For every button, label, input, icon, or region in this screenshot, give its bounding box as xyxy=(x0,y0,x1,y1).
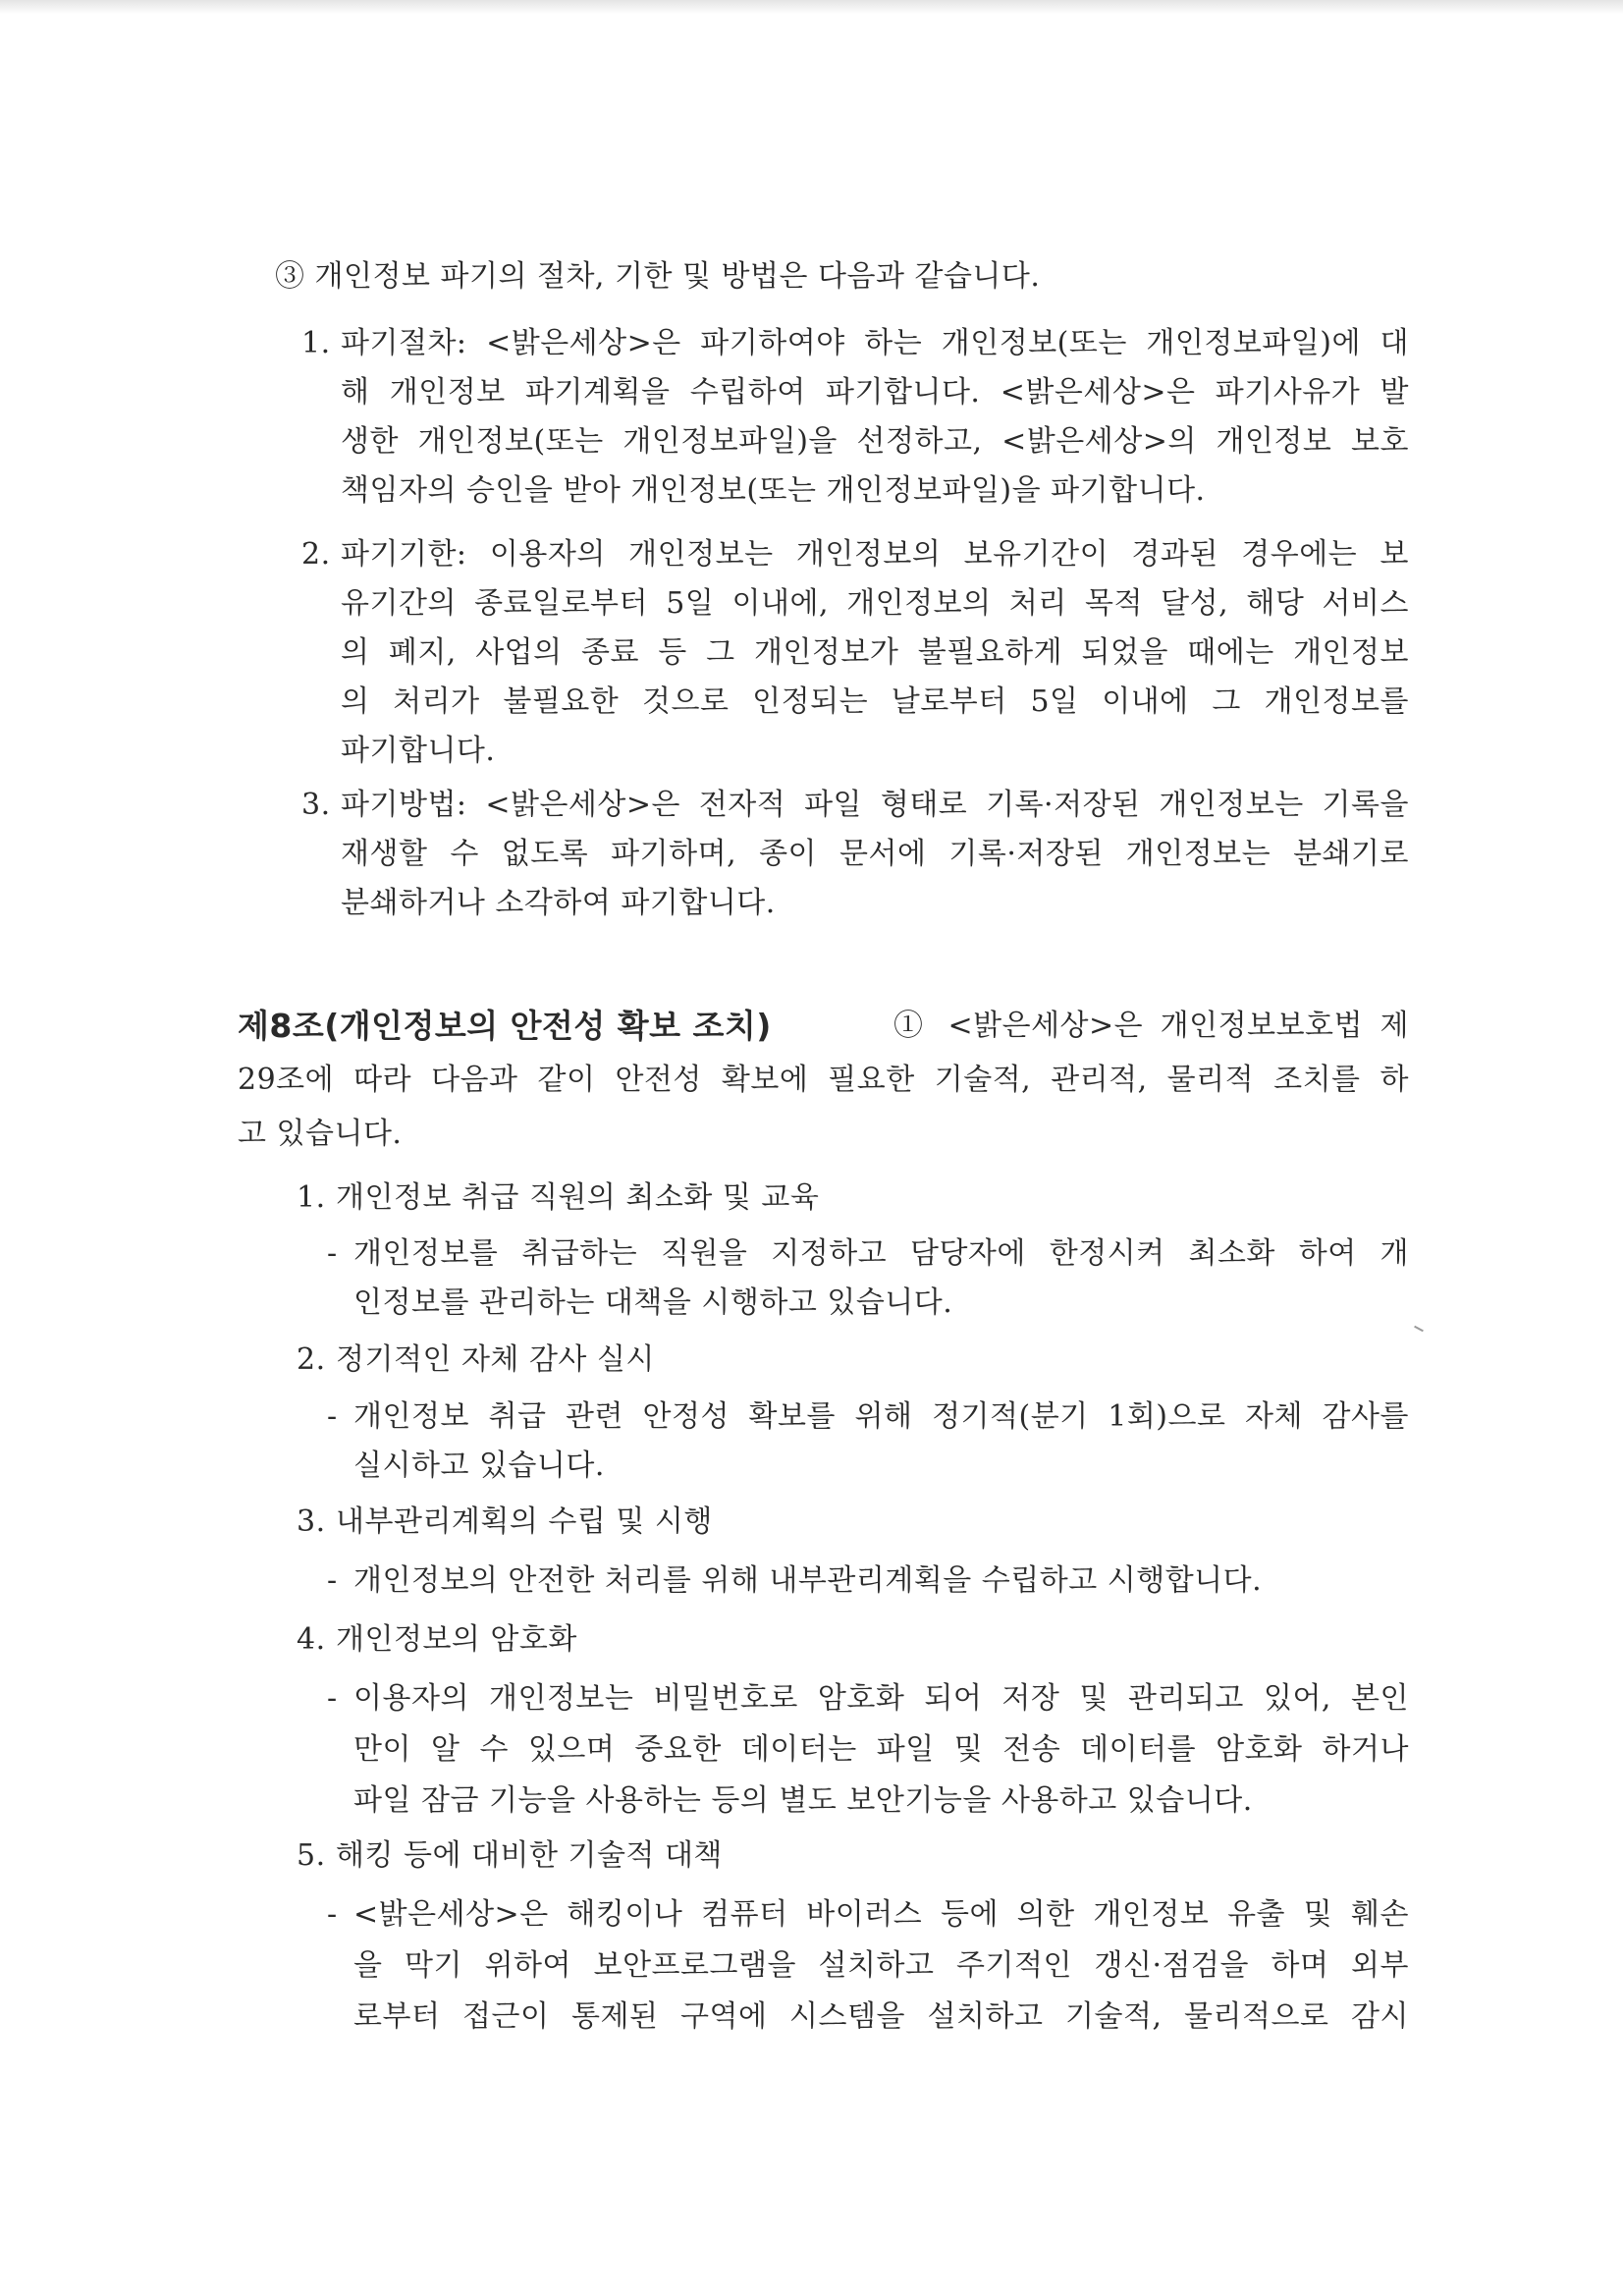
list-dash: - xyxy=(327,1681,338,1716)
article-intro-line: 29조에 따라 다음과 같이 안전성 확보에 필요한 기술적, 관리적, 물리적 조치를 하 xyxy=(238,1063,1409,1097)
list-item-line: 인정보를 관리하는 대책을 시행하고 있습니다. xyxy=(353,1285,953,1320)
section-intro: ③ 개인정보 파기의 절차, 기한 및 방법은 다음과 같습니다. xyxy=(275,259,1041,294)
list-item-title: 개인정보의 암호화 xyxy=(336,1622,577,1657)
list-dash: - xyxy=(327,1563,338,1598)
list-item-line: 분쇄하거나 소각하여 파기합니다. xyxy=(341,886,776,920)
list-item-number: 3. xyxy=(297,1504,326,1539)
list-item-line: 개인정보의 안전한 처리를 위해 내부관리계획을 수립하고 시행합니다. xyxy=(353,1563,1263,1598)
list-item-number: 2. xyxy=(301,537,331,572)
list-item-line: 재생할 수 없도록 파기하며, 종이 문서에 기록·저장된 개인정보는 분쇄기로 xyxy=(341,837,1409,871)
list-item-line: 유기간의 종료일로부터 5일 이내에, 개인정보의 처리 목적 달성, 해당 서비스 xyxy=(341,586,1409,621)
list-item-line: 파기방법: <밝은세상>은 전자적 파일 형태로 기록·저장된 개인정보는 기록을 xyxy=(341,788,1409,822)
list-item-line: 이용자의 개인정보는 비밀번호로 암호화 되어 저장 및 관리되고 있어, 본인 xyxy=(353,1681,1409,1716)
list-item-line: 을 막기 위하여 보안프로그램을 설치하고 주기적인 갱신·점검을 하며 외부 xyxy=(353,1948,1409,1983)
list-item-line: 개인정보를 취급하는 직원을 지정하고 담당자에 한정시켜 최소화 하여 개 xyxy=(353,1236,1409,1271)
article-intro-first: ① <밝은세상>은 개인정보보호법 제 xyxy=(893,1009,1409,1043)
list-dash: - xyxy=(327,1897,338,1932)
list-item-number: 1. xyxy=(301,326,331,360)
list-item-line: 파기합니다. xyxy=(341,734,496,768)
list-item-line: 책임자의 승인을 받아 개인정보(또는 개인정보파일)을 파기합니다. xyxy=(341,473,1206,508)
list-item-title: 개인정보 취급 직원의 최소화 및 교육 xyxy=(336,1180,820,1215)
list-item-line: 해 개인정보 파기계획을 수립하여 파기합니다. <밝은세상>은 파기사유가 발 xyxy=(341,375,1409,410)
list-dash: - xyxy=(327,1399,338,1434)
list-item-number: 2. xyxy=(297,1342,326,1377)
list-item-line: 로부터 접근이 통제된 구역에 시스템을 설치하고 기술적, 물리적으로 감시 xyxy=(353,1999,1409,2034)
list-item-number: 5. xyxy=(297,1838,326,1873)
article-title: 제8조(개인정보의 안전성 확보 조치) xyxy=(238,1007,772,1045)
list-item-line: 생한 개인정보(또는 개인정보파일)을 선정하고, <밝은세상>의 개인정보 보호 xyxy=(341,424,1409,459)
list-item-title: 정기적인 자체 감사 실시 xyxy=(336,1342,655,1377)
list-item-line: 의 처리가 불필요한 것으로 인정되는 날로부터 5일 이내에 그 개인정보를 xyxy=(341,684,1409,719)
list-item-line: 파기기한: 이용자의 개인정보는 개인정보의 보유기간이 경과된 경우에는 보 xyxy=(341,537,1409,572)
list-item-line: <밝은세상>은 해킹이나 컴퓨터 바이러스 등에 의한 개인정보 유출 및 훼손 xyxy=(353,1897,1409,1932)
list-item-number: 3. xyxy=(301,788,331,822)
list-item-line: 개인정보 취급 관련 안정성 확보를 위해 정기적(분기 1회)으로 자체 감사를 xyxy=(353,1399,1409,1434)
list-item-line: 실시하고 있습니다. xyxy=(353,1449,605,1483)
list-item-title: 내부관리계획의 수립 및 시행 xyxy=(336,1504,713,1539)
list-item-line: 만이 알 수 있으며 중요한 데이터는 파일 및 전송 데이터를 암호화 하거나 xyxy=(353,1732,1409,1767)
list-dash: - xyxy=(327,1236,338,1271)
list-item-number: 1. xyxy=(297,1180,326,1215)
list-item-line: 파기절차: <밝은세상>은 파기하여야 하는 개인정보(또는 개인정보파일)에 대 xyxy=(341,326,1409,360)
article-intro-line: 고 있습니다. xyxy=(238,1117,403,1151)
list-item-line: 의 폐지, 사업의 종료 등 그 개인정보가 불필요하게 되었을 때에는 개인정보 xyxy=(341,635,1409,670)
list-item-line: 파일 잠금 기능을 사용하는 등의 별도 보안기능을 사용하고 있습니다. xyxy=(353,1783,1253,1818)
list-item-title: 해킹 등에 대비한 기술적 대책 xyxy=(336,1838,723,1873)
list-item-number: 4. xyxy=(297,1622,326,1657)
